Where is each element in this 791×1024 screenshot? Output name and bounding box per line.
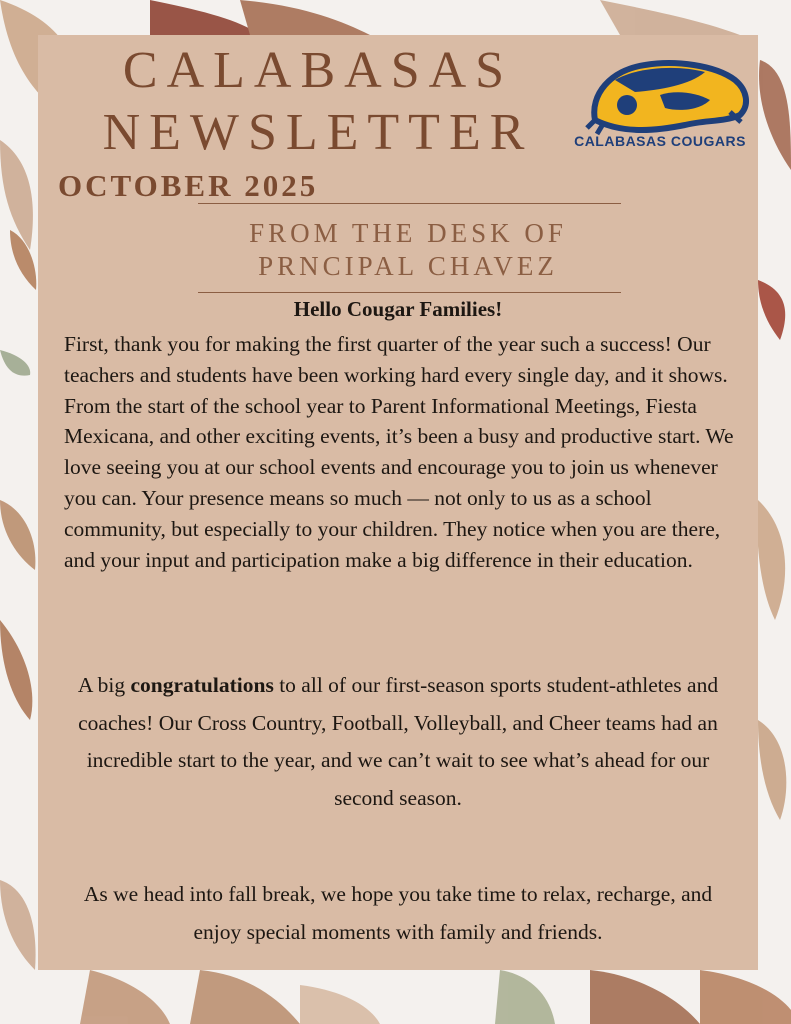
- leaf-icon: [0, 880, 36, 970]
- leaf-icon: [0, 620, 32, 720]
- letter-paragraph-1: First, thank you for making the first quarter of the year such a success! Our teachers and students have been working hard every single day, and it shows. From the start of the school year to Parent Informational Meetings, Fiesta Mexicana, and other exciting events, it’s been a busy and productive start. We love seeing you at our school events and encourage you to join us whenever you can. Your presence means so much — not only to us as a school community, but especially to your children. They notice when you are there, and your input and participation make a big difference in their education.: [64, 332, 734, 572]
- desk-line2: PRNCIPAL CHAVEZ: [258, 251, 558, 281]
- logo-name: CALABASAS COUGARS: [574, 133, 746, 149]
- leaf-icon: [240, 0, 370, 35]
- leaf-icon: [590, 970, 700, 1024]
- leaf-icon: [700, 970, 791, 1024]
- letter-paragraph-3: As we head into fall break, we hope you take time to relax, recharge, and enjoy special moments with family and friends.: [83, 882, 713, 944]
- leaf-icon: [80, 970, 170, 1024]
- newsletter-title-line2: NEWSLETTER: [102, 104, 534, 161]
- leaf-icon: [0, 350, 30, 376]
- divider-top: [198, 203, 621, 204]
- leaf-icon: [757, 500, 785, 620]
- leaf-icon: [0, 500, 35, 570]
- issue-month: OCTOBER 2025: [58, 168, 319, 203]
- leaf-icon: [300, 985, 380, 1024]
- newsletter-panel: [38, 35, 758, 970]
- desk-line1: FROM THE DESK OF: [249, 218, 567, 248]
- greeting: Hello Cougar Families!: [293, 297, 503, 321]
- congratulations-emphasis: congratulations: [130, 673, 274, 697]
- leaf-icon: [0, 140, 33, 250]
- divider-bottom: [198, 292, 621, 293]
- letter-paragraph-2: [58, 667, 738, 817]
- paragraph-2-lead: A big: [77, 673, 131, 697]
- leaf-icon: [600, 0, 740, 35]
- leaf-icon: [190, 970, 300, 1024]
- leaf-icon: [495, 970, 555, 1024]
- leaf-icon: [759, 60, 791, 170]
- leaf-icon: [758, 280, 785, 340]
- paragraph-2-body: to all of our first-season sports student-athletes and coaches! Our Cross Country, Football, Volleyball, and Cheer teams had an incredible start to the year, and we can’t wait to see what’s ahead for our second season.: [78, 673, 719, 810]
- leaf-icon: [758, 720, 786, 820]
- newsletter-title-line1: CALABASAS: [122, 42, 514, 99]
